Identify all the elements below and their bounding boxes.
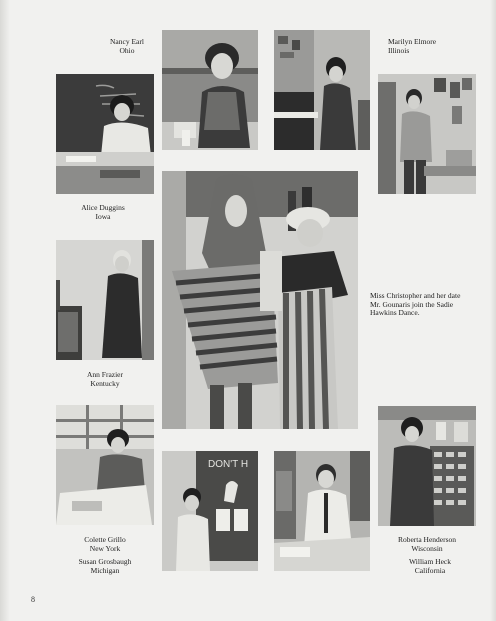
caption-marilyn-elmore [388,38,478,55]
photo-sadie-hawkins-dance [162,171,358,429]
photo-colette-grillo [56,405,154,525]
photo-susan-grosbaugh [162,451,258,571]
caption-name: Marilyn Elmore [388,37,437,46]
photo-william-heck [274,451,370,571]
caption-place: California [414,565,446,575]
caption-nancy-earl [92,38,162,55]
caption-name: Susan Grosbaugh [78,557,132,566]
caption-place: Ohio [119,45,135,55]
caption-name: Ann Frazier [86,370,124,379]
caption-colette-grillo [70,536,140,553]
page-edge-left [0,0,10,621]
caption-name: Colette Grillo [84,535,126,544]
caption-roberta-henderson [382,536,472,553]
caption-name: Alice Duggins [81,203,125,212]
caption-place: Iowa [95,211,111,221]
caption-line-1: Miss Christopher and her date [370,291,461,300]
photo-marilyn-elmore [274,30,370,150]
caption-dance [370,292,490,318]
page-number: 8 [31,595,35,604]
caption-name: Nancy Earl [110,37,144,46]
caption-place: New York [89,543,121,553]
caption-place: Michigan [90,565,120,575]
photo-ann-frazier [56,240,154,360]
caption-susan-grosbaugh [70,558,140,575]
photo-alice-duggins [56,74,154,194]
photo-anthony-federico [378,74,476,194]
caption-line-2: Mr. Gounaris join the Sadie [370,299,454,309]
caption-line-3: Hawkins Dance. [370,308,420,318]
caption-william-heck [392,558,468,575]
photo-roberta-henderson [378,406,476,526]
caption-place: Wisconsin [411,543,443,553]
page-edge-right [490,0,496,621]
caption-alice-duggins [68,204,138,221]
caption-name: William Heck [409,557,451,566]
caption-place: Kentucky [90,378,120,388]
bulletin-board-text: DON'T H [208,459,249,470]
photo-nancy-earl [162,30,258,150]
caption-name: Roberta Henderson [397,535,457,544]
caption-place: Illinois [388,45,410,55]
caption-ann-frazier [70,371,140,388]
